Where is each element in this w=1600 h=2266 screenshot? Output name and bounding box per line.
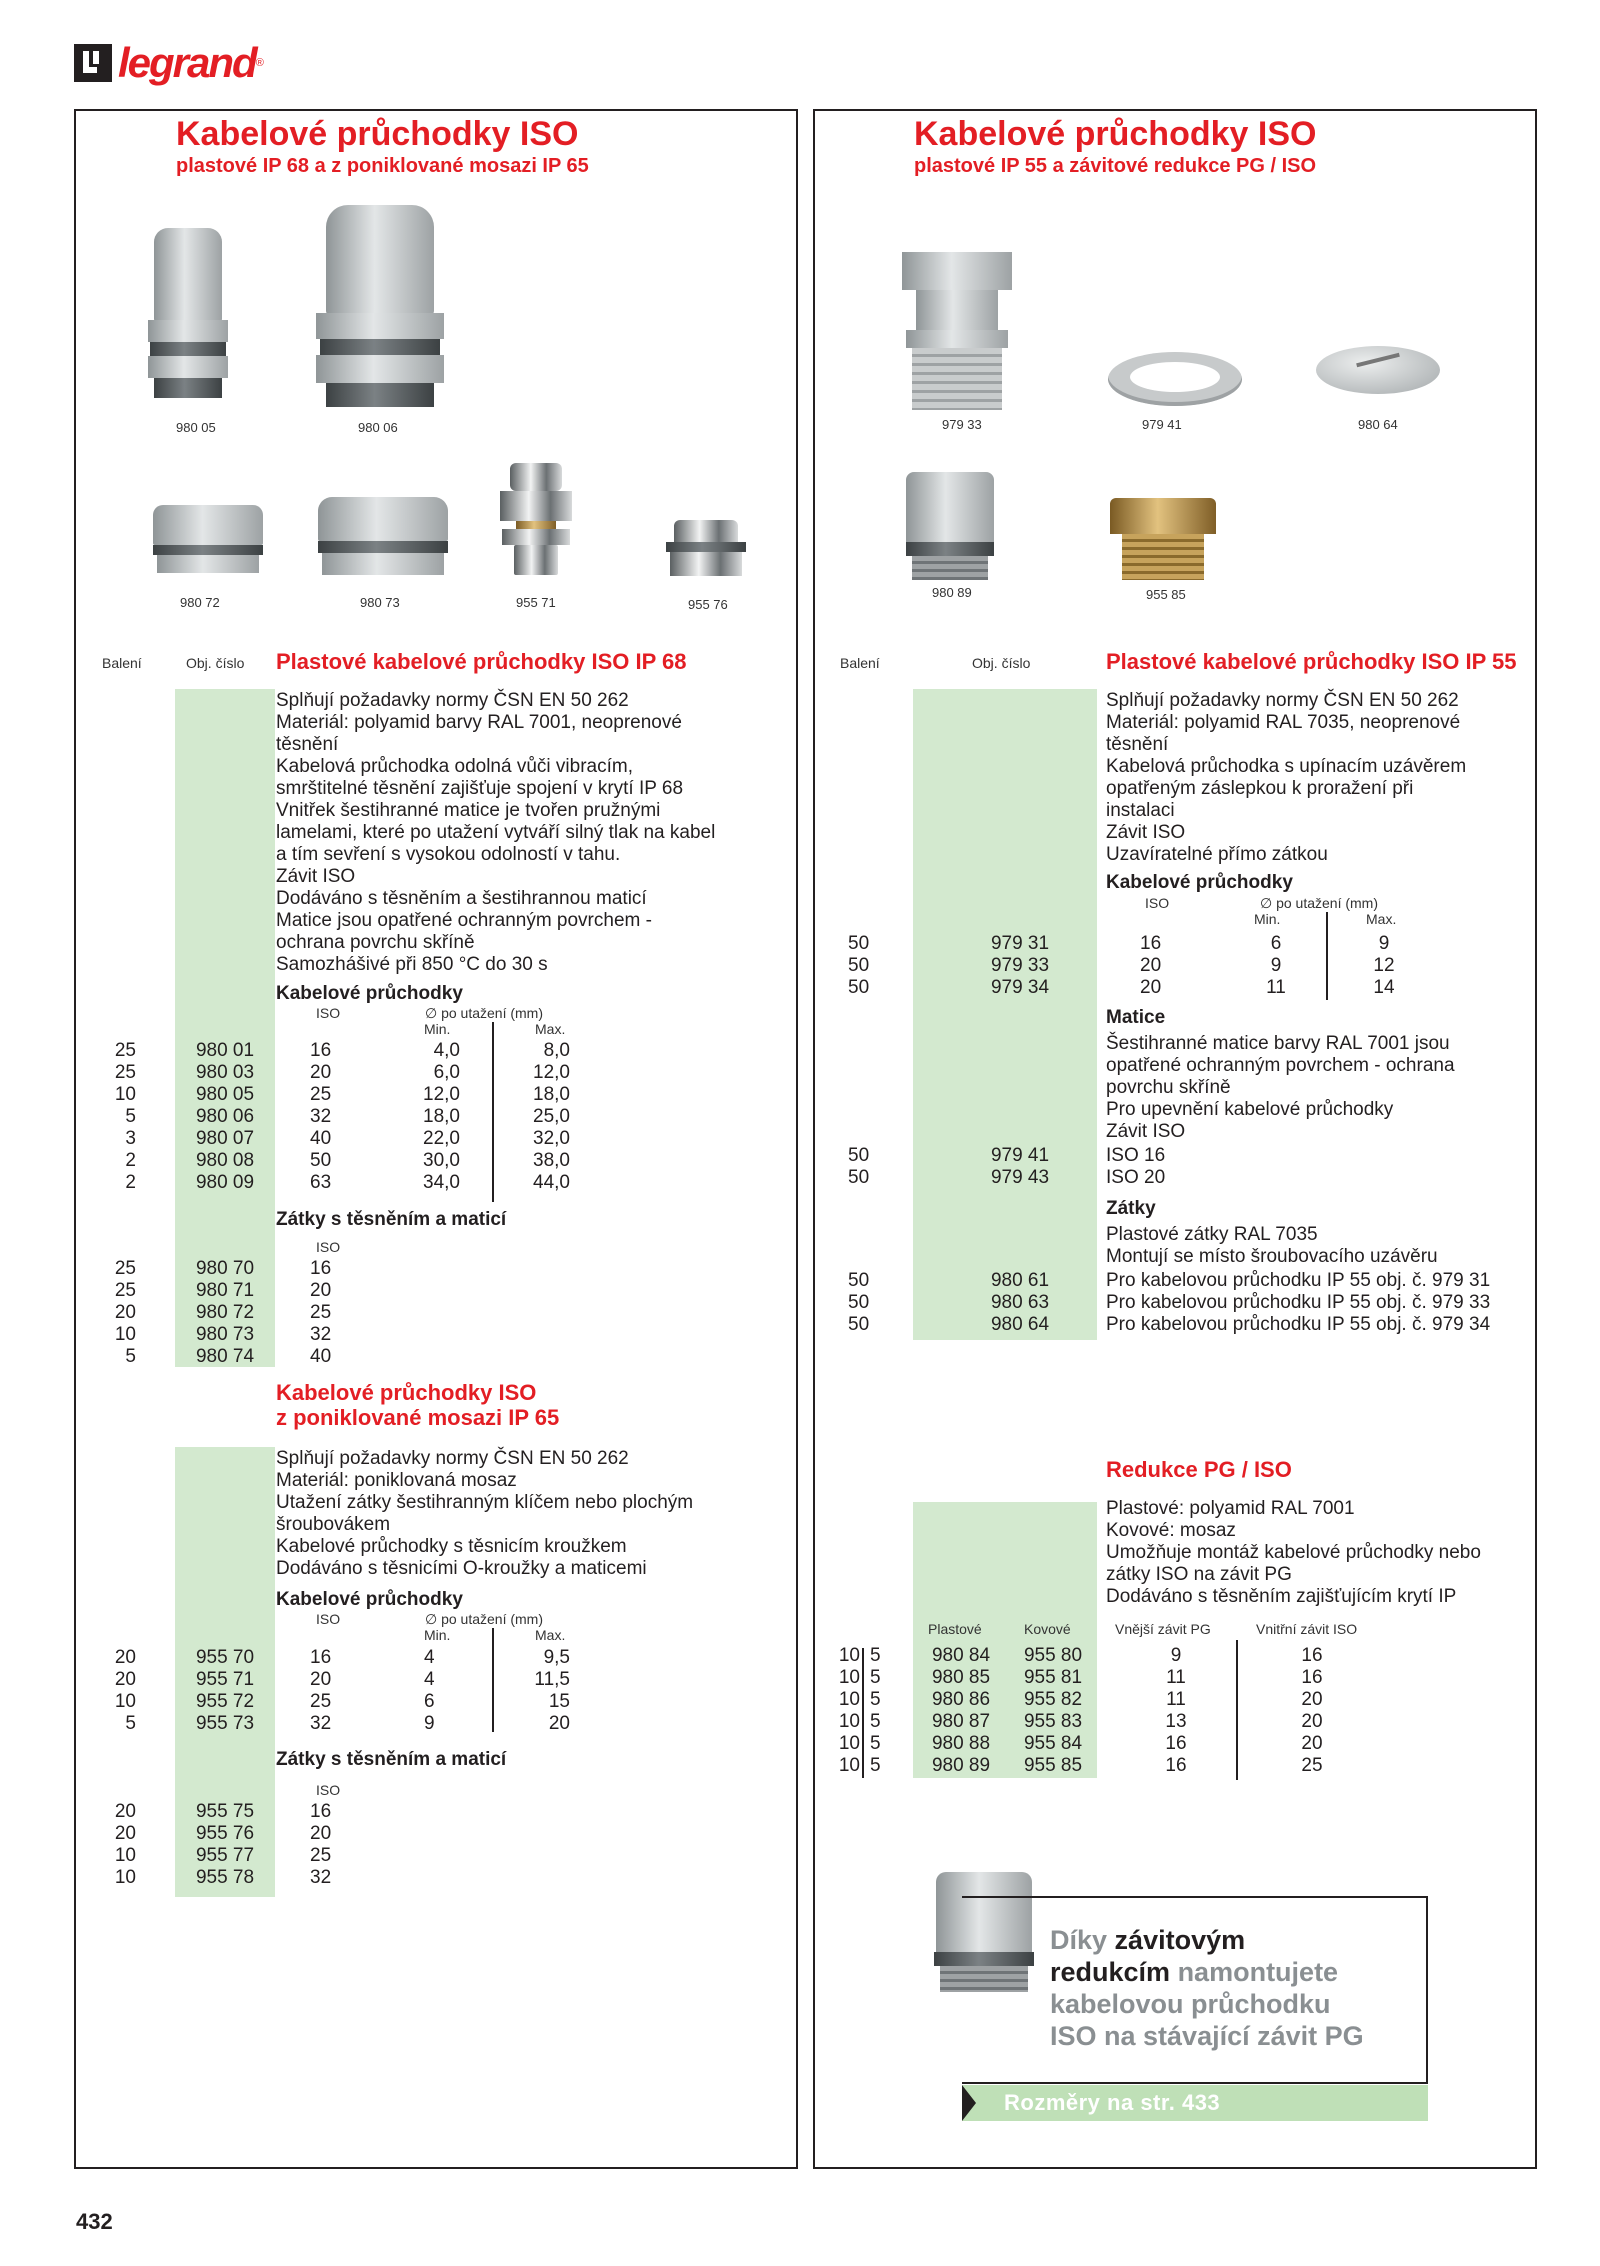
cell-max: 9 bbox=[1378, 933, 1390, 954]
description-line: Kovové: mosaz bbox=[1106, 1520, 1236, 1541]
description-line: šroubovákem bbox=[276, 1514, 391, 1535]
cell-ref: 980 09 bbox=[195, 1172, 255, 1193]
caption-955-76: 955 76 bbox=[688, 597, 728, 612]
cell-ref: 980 61 bbox=[990, 1270, 1050, 1291]
cell-plast: 980 84 bbox=[931, 1645, 991, 1666]
cell-text: Pro kabelovou průchodku IP 55 obj. č. 979 31 bbox=[1106, 1270, 1491, 1291]
cell-p1: 10 bbox=[838, 1689, 860, 1710]
cell-max: 14 bbox=[1373, 977, 1395, 998]
cell-iso: 16 bbox=[310, 1040, 332, 1061]
cell-min: 30,0 bbox=[423, 1150, 460, 1171]
left-title: Kabelové průchodky ISO bbox=[176, 115, 579, 153]
left-s1-h-iso: ISO bbox=[316, 1005, 341, 1021]
description-line: Dodáváno s těsněním a šestihrannou maticí bbox=[276, 888, 647, 909]
right-s2-h-plast: Plastové bbox=[928, 1621, 982, 1637]
cell-plast: 980 85 bbox=[931, 1667, 991, 1688]
description-line: Materiál: poniklovaná mosaz bbox=[276, 1470, 517, 1491]
description-line: opatřeným záslepkou k proražení při bbox=[1106, 778, 1414, 799]
caption-955-71: 955 71 bbox=[516, 595, 556, 610]
cell-pack: 2 bbox=[125, 1172, 136, 1193]
cell-iso: 16 bbox=[1301, 1667, 1323, 1688]
product-980-05-image bbox=[148, 228, 228, 408]
cell-iso: 32 bbox=[310, 1713, 332, 1734]
product-955-76-image bbox=[666, 520, 746, 576]
cell-max: 18,0 bbox=[533, 1084, 570, 1105]
cell-max: 15 bbox=[548, 1691, 570, 1712]
cell-iso: 32 bbox=[310, 1867, 332, 1888]
cell-min: 4 bbox=[424, 1647, 435, 1668]
legrand-logo bbox=[74, 40, 264, 86]
description-line: těsnění bbox=[1106, 734, 1169, 755]
cell-text: Pro kabelovou průchodku IP 55 obj. č. 979 34 bbox=[1106, 1314, 1491, 1335]
left-s2-h-max: Max. bbox=[535, 1627, 566, 1643]
cell-ref: 980 72 bbox=[195, 1302, 255, 1323]
cell-max: 11,5 bbox=[534, 1669, 570, 1690]
cell-pack: 50 bbox=[848, 1292, 870, 1313]
product-979-33-image bbox=[902, 252, 1012, 410]
right-s2-h-kov: Kovové bbox=[1024, 1621, 1071, 1637]
cell-iso: 40 bbox=[310, 1128, 332, 1149]
description-line: Plastové zátky RAL 7035 bbox=[1106, 1224, 1318, 1245]
description-line: ochrana povrchu skříně bbox=[276, 932, 475, 953]
description-line: Plastové: polyamid RAL 7001 bbox=[1106, 1498, 1355, 1519]
right-title: Kabelové průchodky ISO bbox=[914, 115, 1317, 153]
cell-pack: 50 bbox=[848, 955, 870, 976]
cell-pg: 9 bbox=[1170, 1645, 1182, 1666]
cell-kov: 955 81 bbox=[1023, 1667, 1083, 1688]
right-subtitle: plastové IP 55 a závitové redukce PG / ISO bbox=[914, 155, 1317, 177]
cell-iso: 32 bbox=[310, 1324, 332, 1345]
cell-ref: 980 70 bbox=[195, 1258, 255, 1279]
description-line: zátky ISO na závit PG bbox=[1106, 1564, 1292, 1585]
caption-980-06: 980 06 bbox=[358, 420, 398, 435]
right-header-pack: Balení bbox=[840, 655, 880, 671]
right-s1-h-iso: ISO bbox=[1145, 895, 1170, 911]
caption-980-72: 980 72 bbox=[180, 595, 220, 610]
cell-ref: 980 06 bbox=[195, 1106, 255, 1127]
left-s2-h-diam: ∅ po utažení (mm) bbox=[425, 1611, 544, 1627]
cell-p2: 5 bbox=[870, 1667, 881, 1688]
left-s1-h-max: Max. bbox=[535, 1021, 566, 1037]
cell-pack: 5 bbox=[125, 1106, 136, 1127]
caption-980-89: 980 89 bbox=[932, 585, 972, 600]
cell-text: ISO 20 bbox=[1106, 1167, 1166, 1188]
right-s1-title: Plastové kabelové průchodky ISO IP 55 bbox=[1106, 649, 1517, 674]
description-line: Umožňuje montáž kabelové průchodky nebo bbox=[1106, 1542, 1481, 1563]
cell-pack: 5 bbox=[125, 1346, 136, 1367]
cell-ref: 980 73 bbox=[195, 1324, 255, 1345]
cell-iso: 20 bbox=[1301, 1711, 1323, 1732]
cell-pack: 20 bbox=[114, 1801, 136, 1822]
cell-ref: 980 03 bbox=[195, 1062, 255, 1083]
cell-min: 6 bbox=[424, 1691, 435, 1712]
cell-kov: 955 82 bbox=[1023, 1689, 1083, 1710]
cell-pack: 25 bbox=[114, 1280, 136, 1301]
left-s1-divider bbox=[492, 1022, 494, 1202]
caption-955-85: 955 85 bbox=[1146, 587, 1186, 602]
left-s1-h-iso2: ISO bbox=[316, 1239, 341, 1255]
left-s2-h-iso2: ISO bbox=[316, 1782, 341, 1798]
product-955-71-image bbox=[500, 463, 572, 575]
cell-kov: 955 83 bbox=[1023, 1711, 1083, 1732]
cell-pack: 10 bbox=[114, 1691, 136, 1712]
cell-plast: 980 87 bbox=[931, 1711, 991, 1732]
left-s2-title2: z poniklované mosazi IP 65 bbox=[276, 1405, 560, 1430]
cell-iso: 20 bbox=[1301, 1689, 1323, 1710]
cell-ref: 955 72 bbox=[195, 1691, 255, 1712]
description-line: smrštitelné těsnění zajišťuje spojení v krytí IP 68 bbox=[276, 778, 684, 799]
description-line: Splňují požadavky normy ČSN EN 50 262 bbox=[276, 1448, 629, 1469]
cell-min: 6 bbox=[1270, 933, 1282, 954]
promo-line2b: namontujete bbox=[1177, 1957, 1339, 1987]
cell-max: 25,0 bbox=[533, 1106, 570, 1127]
promo-arrow-icon bbox=[962, 2085, 976, 2121]
cell-ref: 979 33 bbox=[990, 955, 1050, 976]
promo-bar-text[interactable]: Rozměry na str. 433 bbox=[1004, 2090, 1221, 2115]
cell-iso: 20 bbox=[310, 1062, 332, 1083]
cell-min: 11 bbox=[1266, 977, 1286, 998]
left-s2-sub1: Kabelové průchodky bbox=[276, 1589, 463, 1610]
description-line: Kabelová průchodka odolná vůči vibracím, bbox=[276, 756, 633, 777]
left-s2-title1: Kabelové průchodky ISO bbox=[276, 1380, 537, 1405]
description-line: Splňují požadavky normy ČSN EN 50 262 bbox=[276, 690, 629, 711]
caption-980-64: 980 64 bbox=[1358, 417, 1398, 432]
product-980-72-image bbox=[153, 505, 263, 573]
cell-pack: 25 bbox=[114, 1062, 136, 1083]
cell-max: 9,5 bbox=[543, 1647, 570, 1668]
cell-ref: 980 63 bbox=[990, 1292, 1050, 1313]
cell-plast: 980 88 bbox=[931, 1733, 991, 1754]
registered-mark: ® bbox=[255, 57, 264, 69]
right-s1-h-max: Max. bbox=[1366, 911, 1397, 927]
cell-iso: 16 bbox=[310, 1801, 332, 1822]
cell-iso: 16 bbox=[310, 1258, 332, 1279]
description-line: Kabelová průchodka s upínacím uzávěrem bbox=[1106, 756, 1467, 777]
cell-pack: 50 bbox=[848, 977, 870, 998]
right-s1-description2 bbox=[1106, 1033, 1536, 1143]
cell-pack: 25 bbox=[114, 1258, 136, 1279]
description-line: Matice jsou opatřené ochranným povrchem - bbox=[276, 910, 652, 931]
description-line: Dodáváno s těsnicími O-kroužky a maticemi bbox=[276, 1558, 647, 1579]
cell-max: 32,0 bbox=[533, 1128, 570, 1149]
cell-pack: 3 bbox=[125, 1128, 136, 1149]
cell-ref: 955 78 bbox=[195, 1867, 255, 1888]
description-line: Závit ISO bbox=[1106, 1121, 1186, 1142]
cell-ref: 979 34 bbox=[990, 977, 1050, 998]
description-line: Montují se místo šroubovacího uzávěru bbox=[1106, 1246, 1438, 1267]
cell-pack: 25 bbox=[114, 1040, 136, 1061]
cell-text: Pro kabelovou průchodku IP 55 obj. č. 979 33 bbox=[1106, 1292, 1491, 1313]
right-s1-sub3: Zátky bbox=[1106, 1198, 1156, 1219]
promo-line1a: Díky bbox=[1050, 1925, 1115, 1955]
cell-p1: 10 bbox=[838, 1755, 860, 1776]
description-line: Materiál: polyamid RAL 7035, neoprenové bbox=[1106, 712, 1461, 733]
description-line: Kabelové průchodky s těsnicím kroužkem bbox=[276, 1536, 627, 1557]
promo-line1b: závitovým bbox=[1114, 1925, 1246, 1955]
right-header-ref: Obj. číslo bbox=[972, 655, 1031, 671]
cell-ref: 955 75 bbox=[195, 1801, 255, 1822]
right-s1-divider bbox=[1326, 912, 1328, 1000]
cell-iso: 20 bbox=[1301, 1733, 1323, 1754]
right-s2-pack-divider bbox=[862, 1648, 864, 1778]
left-s1-sub2: Zátky s těsněním a maticí bbox=[276, 1209, 507, 1230]
cell-min: 4 bbox=[424, 1669, 435, 1690]
cell-max: 20 bbox=[548, 1713, 570, 1734]
description-line: a tím sevření s vysokou odolností v tahu. bbox=[276, 844, 621, 865]
cell-kov: 955 84 bbox=[1023, 1733, 1083, 1754]
right-s1-sub2: Matice bbox=[1106, 1007, 1166, 1028]
cell-min: 9 bbox=[1270, 955, 1282, 976]
right-s2-description bbox=[1106, 1498, 1536, 1608]
cell-iso: 63 bbox=[310, 1172, 332, 1193]
cell-iso: 50 bbox=[310, 1150, 332, 1171]
cell-pack: 50 bbox=[848, 1314, 870, 1335]
left-header-pack: Balení bbox=[102, 655, 142, 671]
cell-pack: 10 bbox=[114, 1867, 136, 1888]
right-s2-h-iso: Vnitřní závit ISO bbox=[1256, 1621, 1358, 1637]
description-line: Splňují požadavky normy ČSN EN 50 262 bbox=[1106, 690, 1459, 711]
left-s2-description bbox=[276, 1448, 796, 1580]
left-subtitle: plastové IP 68 a z poniklované mosazi IP 65 bbox=[176, 155, 589, 177]
cell-pack: 10 bbox=[114, 1324, 136, 1345]
right-s2-h-pg: Vnější závit PG bbox=[1115, 1621, 1211, 1637]
cell-text: ISO 16 bbox=[1106, 1145, 1166, 1166]
description-line: lamelami, které po utažení vytváří silný tlak na kabel bbox=[276, 822, 716, 843]
cell-p2: 5 bbox=[870, 1711, 881, 1732]
cell-pg: 11 bbox=[1166, 1667, 1186, 1688]
cell-min: 4,0 bbox=[433, 1040, 460, 1061]
caption-980-73: 980 73 bbox=[360, 595, 400, 610]
product-980-73-image bbox=[318, 497, 448, 575]
cell-min: 18,0 bbox=[423, 1106, 460, 1127]
promo-line3: kabelovou průchodku bbox=[1050, 1989, 1331, 2019]
cell-max: 38,0 bbox=[533, 1150, 570, 1171]
page-number: 432 bbox=[76, 2209, 113, 2234]
description-line: Vnitřek šestihranné matice je tvořen pružnými bbox=[276, 800, 661, 821]
cell-iso: 16 bbox=[1140, 933, 1162, 954]
cell-pg: 16 bbox=[1165, 1733, 1187, 1754]
product-980-64-image bbox=[1316, 346, 1440, 404]
cell-iso: 25 bbox=[1301, 1755, 1323, 1776]
product-980-89-image bbox=[906, 472, 994, 580]
cell-plast: 980 86 bbox=[931, 1689, 991, 1710]
cell-ref: 980 07 bbox=[195, 1128, 255, 1149]
cell-plast: 980 89 bbox=[931, 1755, 991, 1776]
cell-min: 6,0 bbox=[433, 1062, 460, 1083]
promo-line2a: redukcím bbox=[1050, 1957, 1178, 1987]
cell-p2: 5 bbox=[870, 1733, 881, 1754]
cell-iso: 40 bbox=[310, 1346, 332, 1367]
cell-pg: 13 bbox=[1165, 1711, 1187, 1732]
caption-980-05: 980 05 bbox=[176, 420, 216, 435]
cell-iso: 16 bbox=[310, 1647, 332, 1668]
cell-pack: 10 bbox=[114, 1084, 136, 1105]
cell-pack: 20 bbox=[114, 1647, 136, 1668]
cell-ref: 955 71 bbox=[195, 1669, 255, 1690]
caption-979-41: 979 41 bbox=[1142, 417, 1182, 432]
cell-pack: 20 bbox=[114, 1302, 136, 1323]
right-s1-h-min: Min. bbox=[1254, 911, 1281, 927]
description-line: Utažení zátky šestihranným klíčem nebo plochým bbox=[276, 1492, 694, 1513]
cell-pack: 50 bbox=[848, 1145, 870, 1166]
cell-pack: 10 bbox=[114, 1845, 136, 1866]
right-s1-description bbox=[1106, 690, 1536, 866]
legrand-logo-icon bbox=[74, 44, 112, 82]
cell-kov: 955 85 bbox=[1023, 1755, 1083, 1776]
description-line: Šestihranné matice barvy RAL 7001 jsou bbox=[1106, 1033, 1450, 1054]
cell-p1: 10 bbox=[838, 1711, 860, 1732]
cell-pack: 2 bbox=[125, 1150, 136, 1171]
cell-ref: 980 74 bbox=[195, 1346, 255, 1367]
cell-iso: 16 bbox=[1301, 1645, 1323, 1666]
right-s1-h-diam: ∅ po utažení (mm) bbox=[1260, 895, 1379, 911]
left-s2-divider bbox=[492, 1628, 494, 1732]
cell-ref: 980 01 bbox=[195, 1040, 255, 1061]
cell-p1: 10 bbox=[838, 1645, 860, 1666]
cell-ref: 955 76 bbox=[195, 1823, 255, 1844]
cell-pack: 20 bbox=[114, 1669, 136, 1690]
cell-p2: 5 bbox=[870, 1689, 881, 1710]
cell-min: 22,0 bbox=[423, 1128, 460, 1149]
cell-pack: 50 bbox=[848, 933, 870, 954]
cell-iso: 20 bbox=[310, 1669, 332, 1690]
cell-iso: 20 bbox=[310, 1823, 332, 1844]
cell-iso: 20 bbox=[1140, 955, 1162, 976]
left-s1-h-min: Min. bbox=[424, 1021, 451, 1037]
right-s1-description3 bbox=[1106, 1224, 1536, 1268]
left-s2-sub2: Zátky s těsněním a maticí bbox=[276, 1749, 507, 1770]
cell-max: 12 bbox=[1373, 955, 1395, 976]
cell-pg: 16 bbox=[1165, 1755, 1187, 1776]
left-header-ref: Obj. číslo bbox=[186, 655, 245, 671]
left-s1-title: Plastové kabelové průchodky ISO IP 68 bbox=[276, 649, 687, 674]
cell-kov: 955 80 bbox=[1023, 1645, 1083, 1666]
cell-max: 12,0 bbox=[533, 1062, 570, 1083]
description-line: Uzavíratelné přímo zátkou bbox=[1106, 844, 1328, 865]
right-ref-strip-1 bbox=[913, 689, 1097, 1340]
cell-iso: 20 bbox=[310, 1280, 332, 1301]
right-s2-title: Redukce PG / ISO bbox=[1106, 1457, 1292, 1482]
description-line: Závit ISO bbox=[276, 866, 356, 887]
cell-ref: 980 08 bbox=[195, 1150, 255, 1171]
cell-p1: 10 bbox=[838, 1667, 860, 1688]
right-s2-divider bbox=[1236, 1640, 1238, 1780]
cell-ref: 980 05 bbox=[195, 1084, 255, 1105]
description-line: Pro upevnění kabelové průchodky bbox=[1106, 1099, 1394, 1120]
cell-ref: 979 43 bbox=[990, 1167, 1050, 1188]
product-980-06-image bbox=[316, 205, 444, 410]
description-line: povrchu skříně bbox=[1106, 1077, 1231, 1098]
left-s2-h-iso: ISO bbox=[316, 1611, 341, 1627]
cell-iso: 25 bbox=[310, 1302, 332, 1323]
cell-ref: 979 31 bbox=[990, 933, 1050, 954]
cell-pack: 20 bbox=[114, 1823, 136, 1844]
cell-iso: 25 bbox=[310, 1084, 332, 1105]
cell-iso: 25 bbox=[310, 1845, 332, 1866]
cell-p2: 5 bbox=[870, 1645, 881, 1666]
cell-ref: 955 73 bbox=[195, 1713, 255, 1734]
cell-ref: 955 77 bbox=[195, 1845, 255, 1866]
cell-ref: 980 71 bbox=[195, 1280, 255, 1301]
cell-max: 8,0 bbox=[543, 1040, 570, 1061]
brand-name: legrand bbox=[118, 39, 256, 86]
right-s1-sub1: Kabelové průchodky bbox=[1106, 872, 1293, 893]
cell-pack: 5 bbox=[125, 1713, 136, 1734]
promo-line4: ISO na stávající závit PG bbox=[1050, 2021, 1364, 2051]
cell-min: 12,0 bbox=[423, 1084, 460, 1105]
description-line: těsnění bbox=[276, 734, 339, 755]
cell-min: 9 bbox=[424, 1713, 435, 1734]
caption-979-33: 979 33 bbox=[942, 417, 982, 432]
cell-min: 34,0 bbox=[423, 1172, 460, 1193]
cell-pg: 11 bbox=[1166, 1689, 1186, 1710]
left-s2-h-min: Min. bbox=[424, 1627, 451, 1643]
description-line: Dodáváno s těsněním zajišťujícím krytí IP bbox=[1106, 1586, 1457, 1607]
product-955-85-image bbox=[1110, 498, 1216, 580]
description-line: Samozhášivé při 850 °C do 30 s bbox=[276, 954, 548, 975]
cell-iso: 20 bbox=[1140, 977, 1162, 998]
description-line: Závit ISO bbox=[1106, 822, 1186, 843]
description-line: instalaci bbox=[1106, 800, 1175, 821]
cell-pack: 50 bbox=[848, 1167, 870, 1188]
cell-ref: 980 64 bbox=[990, 1314, 1050, 1335]
left-s1-description bbox=[276, 690, 796, 976]
left-s1-h-diam: ∅ po utažení (mm) bbox=[425, 1005, 544, 1021]
description-line: Materiál: polyamid barvy RAL 7001, neoprenové bbox=[276, 712, 682, 733]
cell-max: 44,0 bbox=[533, 1172, 570, 1193]
cell-iso: 32 bbox=[310, 1106, 332, 1127]
cell-iso: 25 bbox=[310, 1691, 332, 1712]
description-line: opatřené ochranným povrchem - ochrana bbox=[1106, 1055, 1455, 1076]
left-s1-sub1: Kabelové průchodky bbox=[276, 983, 463, 1004]
product-979-41-image bbox=[1108, 352, 1242, 406]
promo-text bbox=[1050, 1924, 1430, 2052]
cell-ref: 979 41 bbox=[990, 1145, 1050, 1166]
cell-p1: 10 bbox=[838, 1733, 860, 1754]
cell-p2: 5 bbox=[870, 1755, 881, 1776]
cell-ref: 955 70 bbox=[195, 1647, 255, 1668]
cell-pack: 50 bbox=[848, 1270, 870, 1291]
